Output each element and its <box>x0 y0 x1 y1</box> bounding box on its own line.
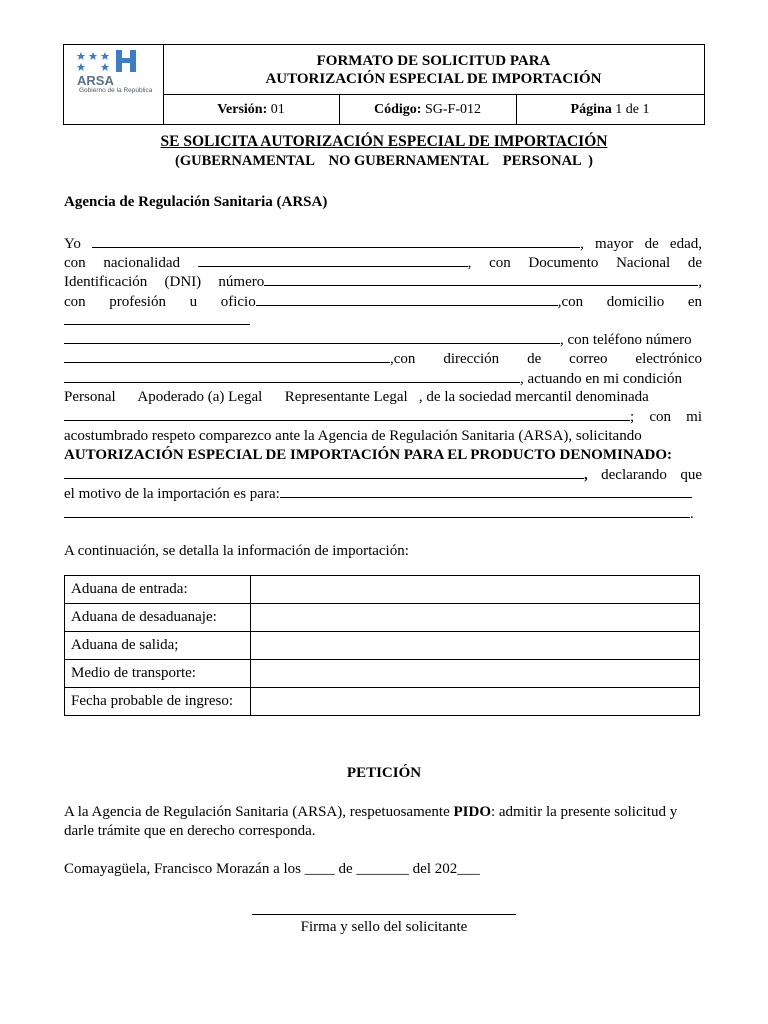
text-mayor-edad: , mayor de edad, <box>580 236 703 252</box>
company-field[interactable] <box>64 408 630 421</box>
text: (DNI) <box>164 274 202 290</box>
form-title-line2: AUTORIZACIÓN ESPECIAL DE IMPORTACIÓN <box>265 71 602 87</box>
text: PIDO <box>453 804 491 820</box>
body-line-1 <box>64 235 702 253</box>
petition-line-1 <box>64 804 704 821</box>
text: , con teléfono número <box>560 332 692 348</box>
row-label: Aduana de salida; <box>65 632 251 660</box>
body-line-9 <box>64 389 704 406</box>
reason-field-1[interactable] <box>280 485 692 498</box>
text: , actuando en mi condición <box>520 371 683 387</box>
text-yo: Yo <box>64 236 81 252</box>
text: A la Agencia de Regulación Sanitaria (ARSA), respetuosamente <box>64 804 450 820</box>
clearance-customs-input[interactable] <box>251 604 700 632</box>
arsa-logo <box>76 50 154 88</box>
address-field-1[interactable] <box>64 312 250 325</box>
row-label: Medio de transporte: <box>65 660 251 688</box>
text: : <box>667 447 673 463</box>
nationality-field[interactable] <box>198 254 468 267</box>
text: mi <box>686 409 702 425</box>
text: con <box>649 409 671 425</box>
petition-title: PETICIÓN <box>346 765 422 781</box>
signature-line[interactable] <box>252 914 516 915</box>
text: profesión <box>109 294 166 310</box>
code-cell <box>339 95 517 124</box>
petition-line-2: darle trámite que en derecho corresponda. <box>64 823 316 839</box>
text: , de la sociedad mercantil denominada <box>418 389 649 405</box>
table-row <box>65 604 700 632</box>
dni-field[interactable] <box>264 273 698 286</box>
option-personal[interactable]: Personal <box>64 389 116 405</box>
text: con <box>489 255 511 271</box>
text: que <box>680 467 702 483</box>
text: AUTORIZACIÓN ESPECIAL DE IMPORTACIÓN PARA EL PRODUCTO DENOMINADO <box>64 447 668 463</box>
text: número <box>218 274 265 290</box>
table-row <box>65 660 700 688</box>
text: , <box>584 467 588 483</box>
reason-field-2[interactable] <box>64 505 690 518</box>
table-row <box>65 632 700 660</box>
email-field[interactable] <box>64 370 520 383</box>
name-field[interactable] <box>92 235 580 248</box>
version-value: 01 <box>270 102 285 117</box>
entry-date-input[interactable] <box>251 688 700 716</box>
text: electrónico <box>635 351 703 367</box>
body-line-11: acostumbrado respeto comparezco ante la Agencia de Regulación Sanitaria (ARSA), solicitando <box>64 428 642 444</box>
body-line-13 <box>64 466 702 484</box>
place-date: Comayagüela, Francisco Morazán a los ____ de _______ del 202___ <box>64 861 480 877</box>
version-cell <box>163 95 340 124</box>
logo-cell <box>64 45 164 124</box>
text: el motivo de la importación es para: <box>64 486 280 502</box>
text: con <box>64 294 86 310</box>
code-label: Código: <box>374 102 422 117</box>
request-options: (GUBERNAMENTAL NO GUBERNAMENTAL PERSONAL ) <box>175 153 593 169</box>
form-title <box>163 45 704 95</box>
text: ; <box>630 409 635 425</box>
body-line-4 <box>64 293 702 311</box>
text: con <box>64 255 86 271</box>
body-line-7 <box>64 350 702 368</box>
body-line-5 <box>64 312 704 330</box>
logo-subtitle: Gobierno de la República <box>79 87 153 94</box>
body-line-10 <box>64 408 702 426</box>
body-line-12 <box>64 447 704 464</box>
version-label: Versión: <box>217 102 268 117</box>
code-value: SG-F-012 <box>424 102 481 117</box>
import-info-table <box>64 575 700 716</box>
body-line-15 <box>64 505 704 523</box>
text: dirección <box>443 351 500 367</box>
body-line-6 <box>64 331 704 349</box>
body-line-2 <box>64 254 702 272</box>
text: Nacional <box>616 255 671 271</box>
address-field-2[interactable] <box>64 331 560 344</box>
product-field[interactable] <box>64 466 584 479</box>
text: , <box>698 274 702 290</box>
text: correo <box>569 351 608 367</box>
body-line-14 <box>64 485 704 503</box>
transport-input[interactable] <box>251 660 700 688</box>
form-title-line1: FORMATO DE SOLICITUD PARA <box>316 53 551 69</box>
text: u <box>189 294 198 310</box>
page-label: Página <box>570 102 612 117</box>
body-line-3 <box>64 273 702 291</box>
text: Documento <box>528 255 599 271</box>
text: ,con <box>390 351 416 367</box>
row-label: Aduana de desaduanaje: <box>65 604 251 632</box>
entry-customs-input[interactable] <box>251 576 700 604</box>
text: domicilio <box>606 294 665 310</box>
phone-field[interactable] <box>64 350 390 363</box>
text: en <box>687 294 703 310</box>
option-apoderado[interactable]: Apoderado (a) Legal <box>137 389 263 405</box>
text: Identificación <box>64 274 148 290</box>
text: de <box>527 351 542 367</box>
option-representante[interactable]: Representante Legal <box>284 389 408 405</box>
text: : admitir la presente solicitud y <box>490 804 678 820</box>
text: oficio <box>220 294 256 310</box>
logo-text: ARSA <box>77 73 114 88</box>
profession-field[interactable] <box>256 293 558 306</box>
page-cell <box>516 95 704 124</box>
text: . <box>690 506 694 522</box>
text: de <box>687 255 703 271</box>
import-info-intro: A continuación, se detalla la información de importación: <box>64 543 409 559</box>
body-line-8 <box>64 370 704 388</box>
request-heading: SE SOLICITA AUTORIZACIÓN ESPECIAL DE IMPORTACIÓN <box>160 133 608 150</box>
page-value: 1 de 1 <box>615 102 650 117</box>
document-header <box>63 44 705 125</box>
table-row <box>65 576 700 604</box>
text: declarando <box>601 467 667 483</box>
text: , <box>467 255 472 271</box>
agency-name: Agencia de Regulación Sanitaria (ARSA) <box>64 194 328 210</box>
row-label: Aduana de entrada: <box>65 576 251 604</box>
table-row <box>65 688 700 716</box>
row-label: Fecha probable de ingreso: <box>65 688 251 716</box>
text: ,con <box>557 294 584 310</box>
exit-customs-input[interactable] <box>251 632 700 660</box>
signature-label: Firma y sello del solicitante <box>300 919 468 935</box>
text: nacionalidad <box>103 255 180 271</box>
